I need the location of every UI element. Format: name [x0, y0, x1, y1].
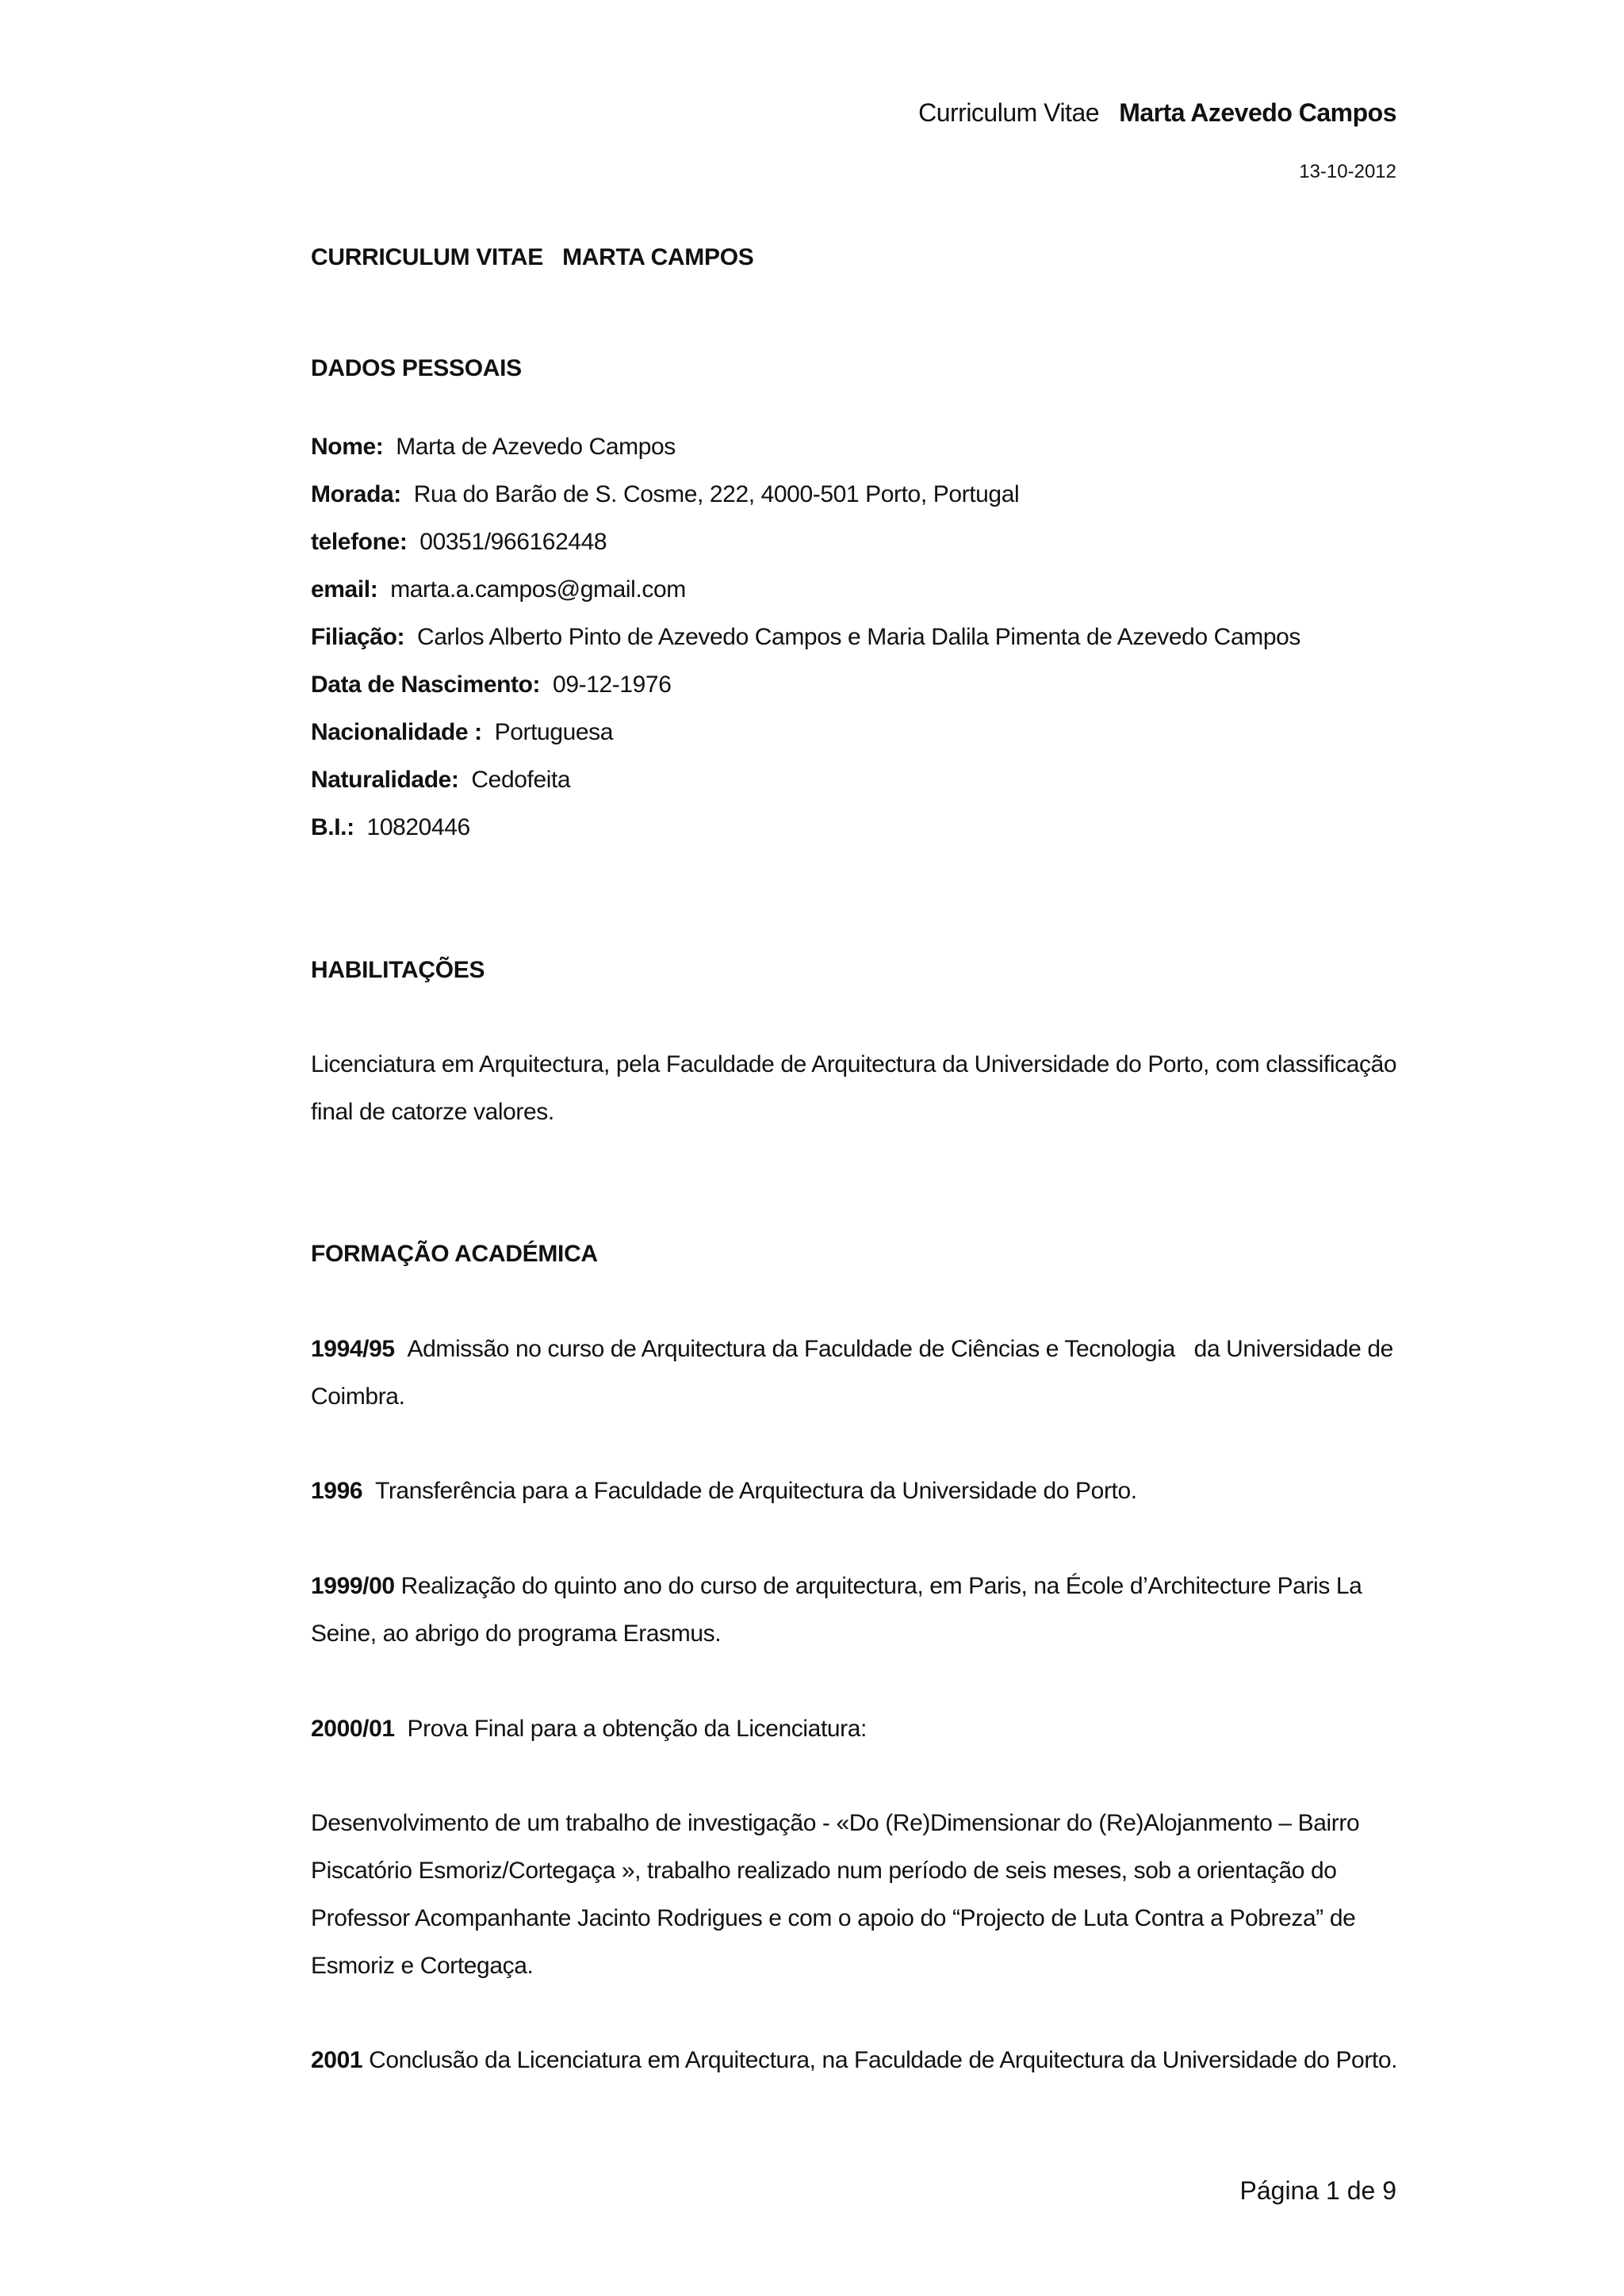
- field-birthplace: [311, 767, 570, 794]
- header-date: 13-10-2012: [1299, 161, 1396, 182]
- field-id-number: [311, 814, 470, 841]
- field-label: Nome:: [311, 434, 384, 460]
- section-heading-personal: DADOS PESSOAIS: [311, 355, 522, 381]
- section-heading-education: FORMAÇÃO ACADÉMICA: [311, 1241, 598, 1267]
- research-line: Professor Acompanhante Jacinto Rodrigues e com o apoio do “Projecto de Luta Contra a Pobreza” de: [311, 1905, 1356, 1931]
- field-filiation: [311, 624, 1300, 651]
- field-value: 00351/966162448: [419, 529, 607, 555]
- field-value: 09-12-1976: [553, 672, 672, 698]
- field-email: [311, 576, 686, 603]
- education-entry-1994: [311, 1336, 1393, 1363]
- entry-text-continued: Coimbra.: [311, 1383, 405, 1410]
- entry-text: Admissão no curso de Arquitectura da Faculdade de Ciências e Tecnologia da Universidade de: [407, 1336, 1393, 1362]
- running-header: [918, 98, 1396, 128]
- section-heading-qualifications: HABILITAÇÕES: [311, 957, 485, 983]
- education-entry-1999: [311, 1573, 1362, 1600]
- field-nationality: [311, 719, 613, 746]
- research-line: Esmoriz e Cortegaça.: [311, 1953, 534, 1979]
- field-label: Filiação:: [311, 624, 405, 650]
- qualifications-text-line: final de catorze valores.: [311, 1099, 554, 1125]
- running-header-name: Marta Azevedo Campos: [1119, 98, 1396, 127]
- entry-year: 1999/00: [311, 1573, 395, 1599]
- field-birthdate: [311, 672, 672, 698]
- field-value: marta.a.campos@gmail.com: [390, 576, 686, 603]
- field-label: B.I.:: [311, 814, 354, 840]
- field-label: Data de Nascimento:: [311, 672, 541, 698]
- field-address: [311, 481, 1019, 508]
- entry-year: 2000/01: [311, 1716, 395, 1742]
- field-name: [311, 434, 676, 461]
- field-label: Morada:: [311, 481, 401, 507]
- entry-text: Transferência para a Faculdade de Arquitectura da Universidade do Porto.: [375, 1478, 1137, 1504]
- field-label: Nacionalidade :: [311, 719, 482, 745]
- education-entry-2000: [311, 1716, 867, 1743]
- document-title: CURRICULUM VITAE MARTA CAMPOS: [311, 244, 754, 270]
- entry-text: Conclusão da Licenciatura em Arquitectura, na Faculdade de Arquitectura da Universidade do Porto.: [369, 2047, 1398, 2073]
- running-header-label: Curriculum Vitae: [918, 98, 1100, 127]
- field-phone: [311, 529, 607, 556]
- field-label: email:: [311, 576, 378, 603]
- field-value: Cedofeita: [471, 767, 571, 793]
- research-line: Piscatório Esmoriz/Cortegaça », trabalho realizado num período de seis meses, sob a orientação do: [311, 1858, 1337, 1884]
- field-value: Portuguesa: [494, 719, 614, 745]
- entry-year: 2001: [311, 2047, 363, 2073]
- entry-year: 1996: [311, 1478, 363, 1504]
- field-value: 10820446: [366, 814, 470, 840]
- education-entry-2001: [311, 2047, 1397, 2074]
- field-value: Carlos Alberto Pinto de Azevedo Campos e Maria Dalila Pimenta de Azevedo Campos: [416, 624, 1300, 650]
- entry-text: Prova Final para a obtenção da Licenciatura:: [407, 1716, 867, 1742]
- qualifications-text-line: Licenciatura em Arquitectura, pela Faculdade de Arquitectura da Universidade do Porto, com classificação: [311, 1051, 1397, 1077]
- field-value: Rua do Barão de S. Cosme, 222, 4000-501 Porto, Portugal: [413, 481, 1020, 507]
- entry-year: 1994/95: [311, 1336, 395, 1362]
- field-label: Naturalidade:: [311, 767, 459, 793]
- page-number: Página 1 de 9: [1239, 2176, 1396, 2205]
- research-line: Desenvolvimento de um trabalho de investigação - «Do (Re)Dimensionar do (Re)Alojanmento – Bairro: [311, 1810, 1360, 1836]
- entry-text: Realização do quinto ano do curso de arquitectura, em Paris, na École d’Architecture Paris La: [400, 1573, 1362, 1599]
- field-value: Marta de Azevedo Campos: [396, 434, 676, 460]
- field-label: telefone:: [311, 529, 408, 555]
- education-entry-1996: [311, 1478, 1137, 1505]
- entry-text-continued: Seine, ao abrigo do programa Erasmus.: [311, 1621, 722, 1647]
